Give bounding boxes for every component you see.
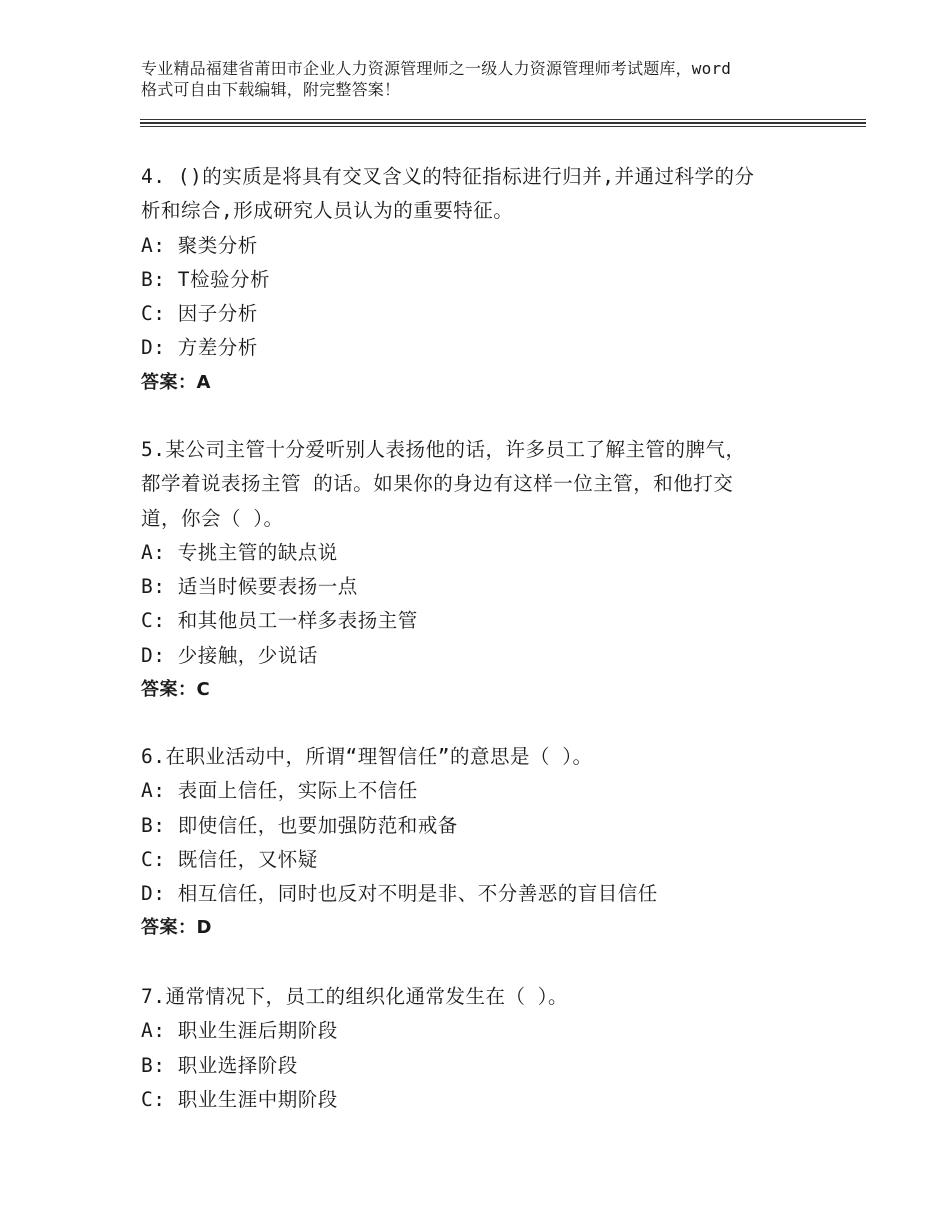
option-d: D: 少接触，少说话 (141, 643, 318, 667)
option-a: A: 聚类分析 (141, 233, 258, 257)
question-stem: 4. ()的实质是将具有交叉含义的特征指标进行归并,并通过科学的分 (141, 165, 755, 188)
answer: 答案：A (141, 371, 211, 393)
option-a: A: 专挑主管的缺点说 (141, 540, 338, 564)
option-b: B: 适当时候要表扬一点 (141, 575, 358, 599)
option-c: C: 和其他员工一样多表扬主管 (141, 609, 418, 633)
header-divider (140, 122, 866, 124)
option-b: B: 职业选择阶段 (141, 1053, 298, 1077)
option-a: A: 职业生涯后期阶段 (141, 1019, 338, 1043)
document-header (141, 58, 841, 100)
question-stem: 析和综合,形成研究人员认为的重要特征。 (141, 199, 514, 223)
option-c: C: 因子分析 (141, 302, 258, 326)
question-6 (141, 740, 841, 946)
header-line: 专业精品福建省莆田市企业人力资源管理师之一级人力资源管理师考试题库，word (141, 59, 732, 78)
header-divider (140, 119, 866, 120)
option-c: C: 职业生涯中期阶段 (141, 1087, 338, 1111)
answer: 答案：C (141, 679, 211, 701)
option-b: B: T检验分析 (141, 267, 270, 291)
option-d: D: 方差分析 (141, 336, 258, 360)
option-a: A: 表面上信任，实际上不信任 (141, 779, 418, 803)
question-stem: 6.在职业活动中，所谓“理智信任”的意思是（ ）。 (141, 745, 593, 768)
option-c: C: 既信任，又怀疑 (141, 847, 318, 871)
option-b: B: 即使信任，也要加强防范和戒备 (141, 813, 458, 837)
question-stem: 7.通常情况下，员工的组织化通常发生在（ ）。 (141, 985, 568, 1008)
question-5 (141, 433, 841, 707)
question-4 (141, 160, 841, 400)
question-7 (141, 980, 841, 1117)
question-stem: 5.某公司主管十分爱听别人表扬他的话，许多员工了解主管的脾气， (141, 438, 746, 461)
option-d: D: 相互信任，同时也反对不明是非、不分善恶的盲目信任 (141, 882, 658, 906)
header-divider (140, 126, 866, 127)
question-stem: 道，你会（ ）。 (141, 506, 284, 530)
answer: 答案：D (141, 917, 212, 939)
header-line: 格式可自由下载编辑，附完整答案！ (141, 80, 401, 99)
question-stem: 都学着说表扬主管 的话。如果你的身边有这样一位主管，和他打交 (141, 472, 734, 496)
